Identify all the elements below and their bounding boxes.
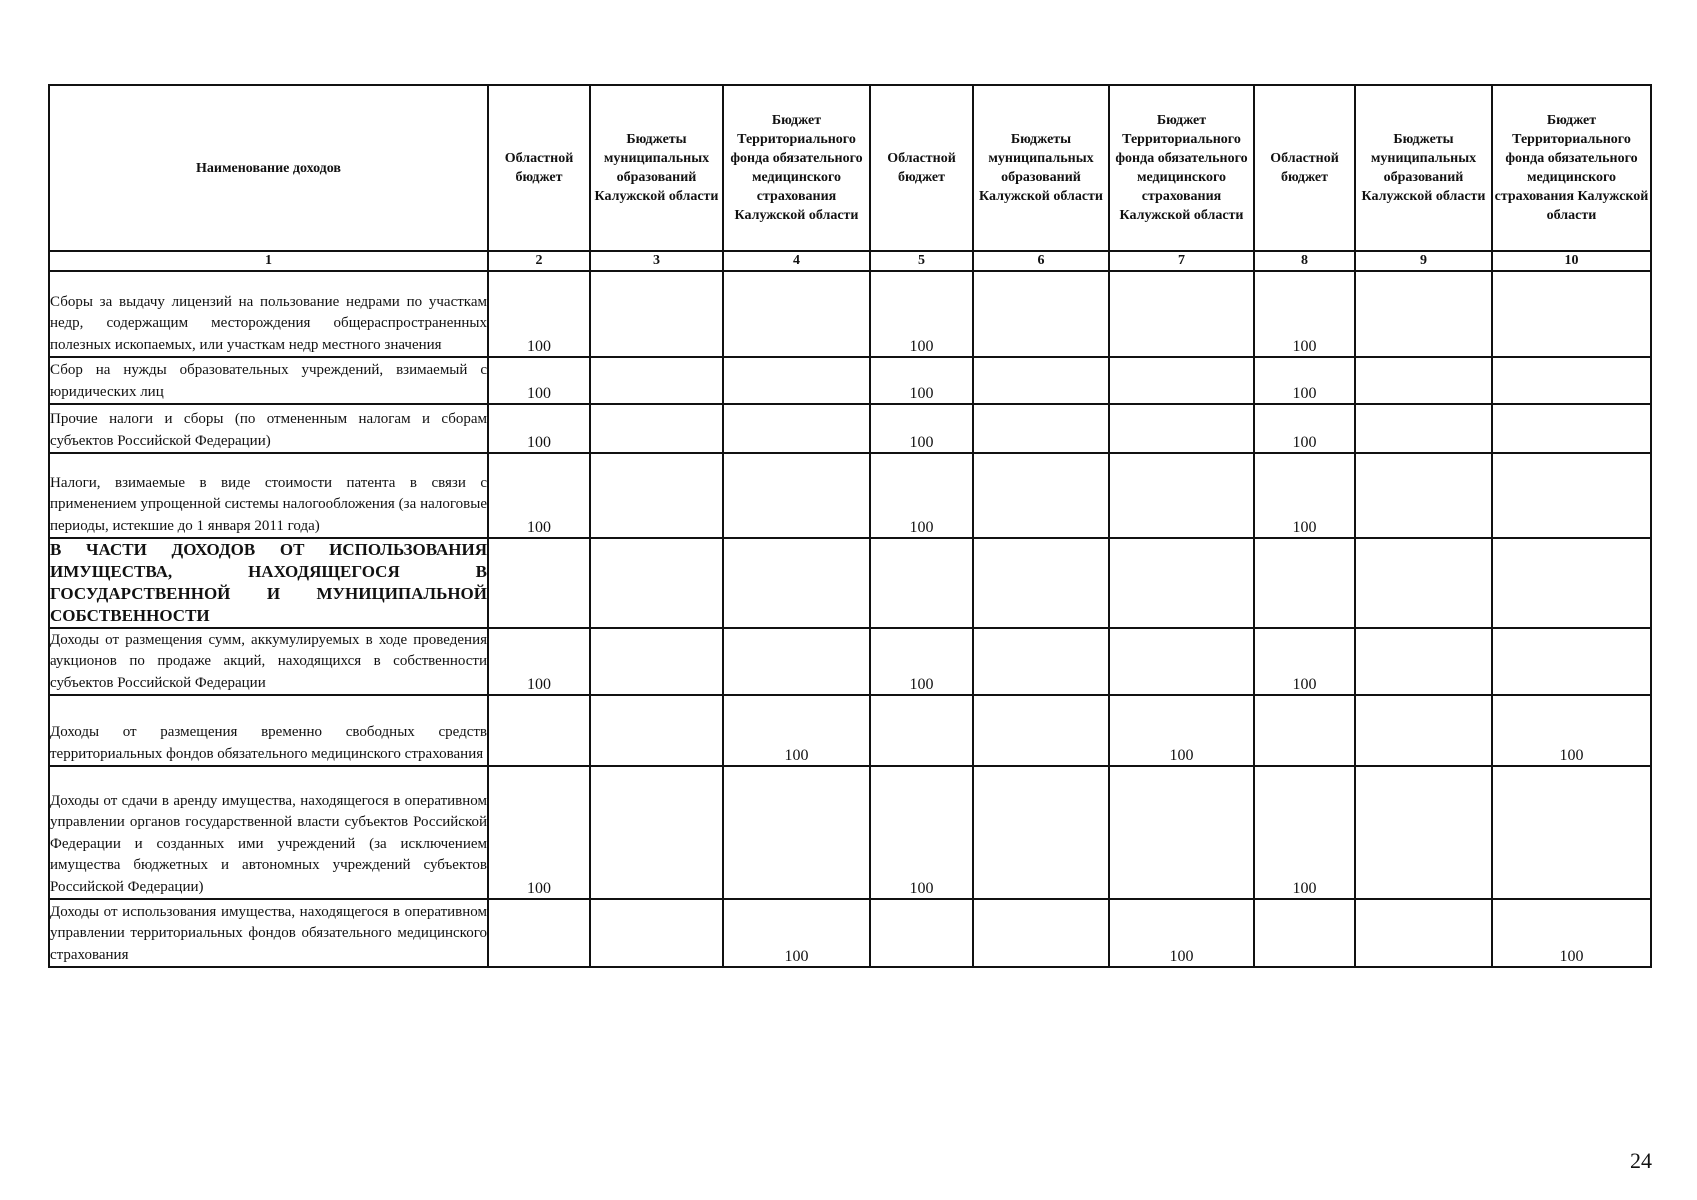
income-name-cell: Сборы за выдачу лицензий на пользование недрами по участкам недр, содержащим месторождения общераспространенных полезных ископаемых, или участкам недр местного значения [49,271,488,357]
value-cell [1355,766,1492,899]
value-cell: 100 [723,899,870,967]
table-body [49,271,1651,967]
column-number-2: 2 [488,251,590,271]
value-cell [1109,357,1254,404]
value-cell [1492,538,1651,628]
value-cell [723,357,870,404]
page-number: 24 [1630,1148,1652,1173]
value-cell [590,899,723,967]
value-cell [723,538,870,628]
value-cell [973,538,1109,628]
value-cell [1109,538,1254,628]
value-cell [1492,766,1651,899]
value-cell: 100 [488,271,590,357]
income-name-cell: Доходы от размещения сумм, аккумулируемых в ходе проведения аукционов по продаже акций, находящихся в собственности субъектов Российской Федерации [49,628,488,695]
value-cell [1109,453,1254,538]
value-cell: 100 [1254,453,1355,538]
value-cell [1254,695,1355,766]
column-number-6: 6 [973,251,1109,271]
income-name-cell: Сбор на нужды образовательных учреждений, взимаемый с юридических лиц [49,357,488,404]
header-col-7: Бюджет Территориального фонда обязательного медицинского страхования Калужской области [1109,85,1254,251]
value-cell [723,628,870,695]
income-name-cell: Доходы от размещения временно свободных средств территориальных фондов обязательного медицинского страхования [49,695,488,766]
value-cell: 100 [488,628,590,695]
value-cell [1355,628,1492,695]
value-cell: 100 [870,453,973,538]
header-row [49,85,1651,251]
income-name-cell: Налоги, взимаемые в виде стоимости патента в связи с применением упрощенной системы налогообложения (за налоговые периоды, истекшие до 1 января 2011 года) [49,453,488,538]
value-cell [590,271,723,357]
value-cell [723,404,870,453]
value-cell [1492,404,1651,453]
table-row [49,766,1651,899]
value-cell [1492,628,1651,695]
value-cell [870,899,973,967]
value-cell [973,357,1109,404]
value-cell [1355,404,1492,453]
column-number-1: 1 [49,251,488,271]
value-cell [723,766,870,899]
value-cell [973,453,1109,538]
table-row [49,271,1651,357]
value-cell: 100 [488,357,590,404]
value-cell [1355,357,1492,404]
column-number-10: 10 [1492,251,1651,271]
value-cell [973,899,1109,967]
income-name-cell: Доходы от сдачи в аренду имущества, находящегося в оперативном управлении органов государственной власти субъектов Российской Федерации и созданных ими учреждений (за исключением имущества бюджетных и автономных учреждений субъектов Российской Федерации) [49,766,488,899]
value-cell [1492,357,1651,404]
value-cell: 100 [1109,695,1254,766]
header-col-5: Областной бюджет [870,85,973,251]
value-cell [1109,404,1254,453]
table-row [49,899,1651,967]
value-cell: 100 [870,766,973,899]
header-col-6: Бюджеты муниципальных образований Калужской области [973,85,1109,251]
value-cell [1254,899,1355,967]
value-cell [1254,538,1355,628]
value-cell: 100 [870,271,973,357]
value-cell: 100 [1109,899,1254,967]
value-cell: 100 [870,404,973,453]
value-cell [1355,695,1492,766]
income-name-cell: Доходы от использования имущества, находящегося в оперативном управлении территориальных фондов обязательного медицинского страхования [49,899,488,967]
value-cell [723,271,870,357]
value-cell [1492,271,1651,357]
value-cell [1355,271,1492,357]
column-number-5: 5 [870,251,973,271]
value-cell [973,766,1109,899]
table-row [49,695,1651,766]
header-col-9: Бюджеты муниципальных образований Калужской области [1355,85,1492,251]
value-cell: 100 [1254,357,1355,404]
value-cell [973,695,1109,766]
value-cell [1109,766,1254,899]
value-cell: 100 [488,453,590,538]
value-cell: 100 [1254,766,1355,899]
header-col-2: Областной бюджет [488,85,590,251]
value-cell [488,538,590,628]
value-cell: 100 [488,766,590,899]
value-cell [1355,899,1492,967]
value-cell [590,628,723,695]
value-cell [870,538,973,628]
value-cell [1109,628,1254,695]
column-number-7: 7 [1109,251,1254,271]
value-cell: 100 [1254,271,1355,357]
section-heading-cell: В ЧАСТИ ДОХОДОВ ОТ ИСПОЛЬЗОВАНИЯ ИМУЩЕСТВА, НАХОДЯЩЕГОСЯ В ГОСУДАРСТВЕННОЙ И МУНИЦИПАЛЬНОЙ СОБСТВЕННОСТИ [49,538,488,628]
column-number-9: 9 [1355,251,1492,271]
header-col-8: Областной бюджет [1254,85,1355,251]
value-cell [870,695,973,766]
header-income-name: Наименование доходов [49,85,488,251]
header-col-3: Бюджеты муниципальных образований Калужской области [590,85,723,251]
value-cell: 100 [1254,404,1355,453]
table-row [49,404,1651,453]
column-number-row [49,251,1651,271]
table-row [49,357,1651,404]
column-number-4: 4 [723,251,870,271]
value-cell: 100 [870,628,973,695]
value-cell [1492,453,1651,538]
value-cell [723,453,870,538]
value-cell [1355,453,1492,538]
value-cell [1109,271,1254,357]
value-cell [590,538,723,628]
income-distribution-table [48,84,1652,968]
section-row [49,538,1651,628]
value-cell [1355,538,1492,628]
table-row [49,453,1651,538]
value-cell [488,695,590,766]
value-cell [590,404,723,453]
column-number-3: 3 [590,251,723,271]
value-cell: 100 [870,357,973,404]
header-col-4: Бюджет Территориального фонда обязательного медицинского страхования Калужской области [723,85,870,251]
column-number-8: 8 [1254,251,1355,271]
income-distribution-table-page [48,84,1650,968]
value-cell [973,404,1109,453]
header-col-10: Бюджет Территориального фонда обязательного медицинского страхования Калужской области [1492,85,1651,251]
value-cell [973,628,1109,695]
value-cell [590,766,723,899]
value-cell [973,271,1109,357]
value-cell: 100 [723,695,870,766]
value-cell: 100 [1254,628,1355,695]
income-name-cell: Прочие налоги и сборы (по отмененным налогам и сборам субъектов Российской Федерации) [49,404,488,453]
value-cell [590,695,723,766]
value-cell: 100 [1492,899,1651,967]
value-cell [590,357,723,404]
value-cell [488,899,590,967]
value-cell [590,453,723,538]
value-cell: 100 [488,404,590,453]
table-row [49,628,1651,695]
value-cell: 100 [1492,695,1651,766]
